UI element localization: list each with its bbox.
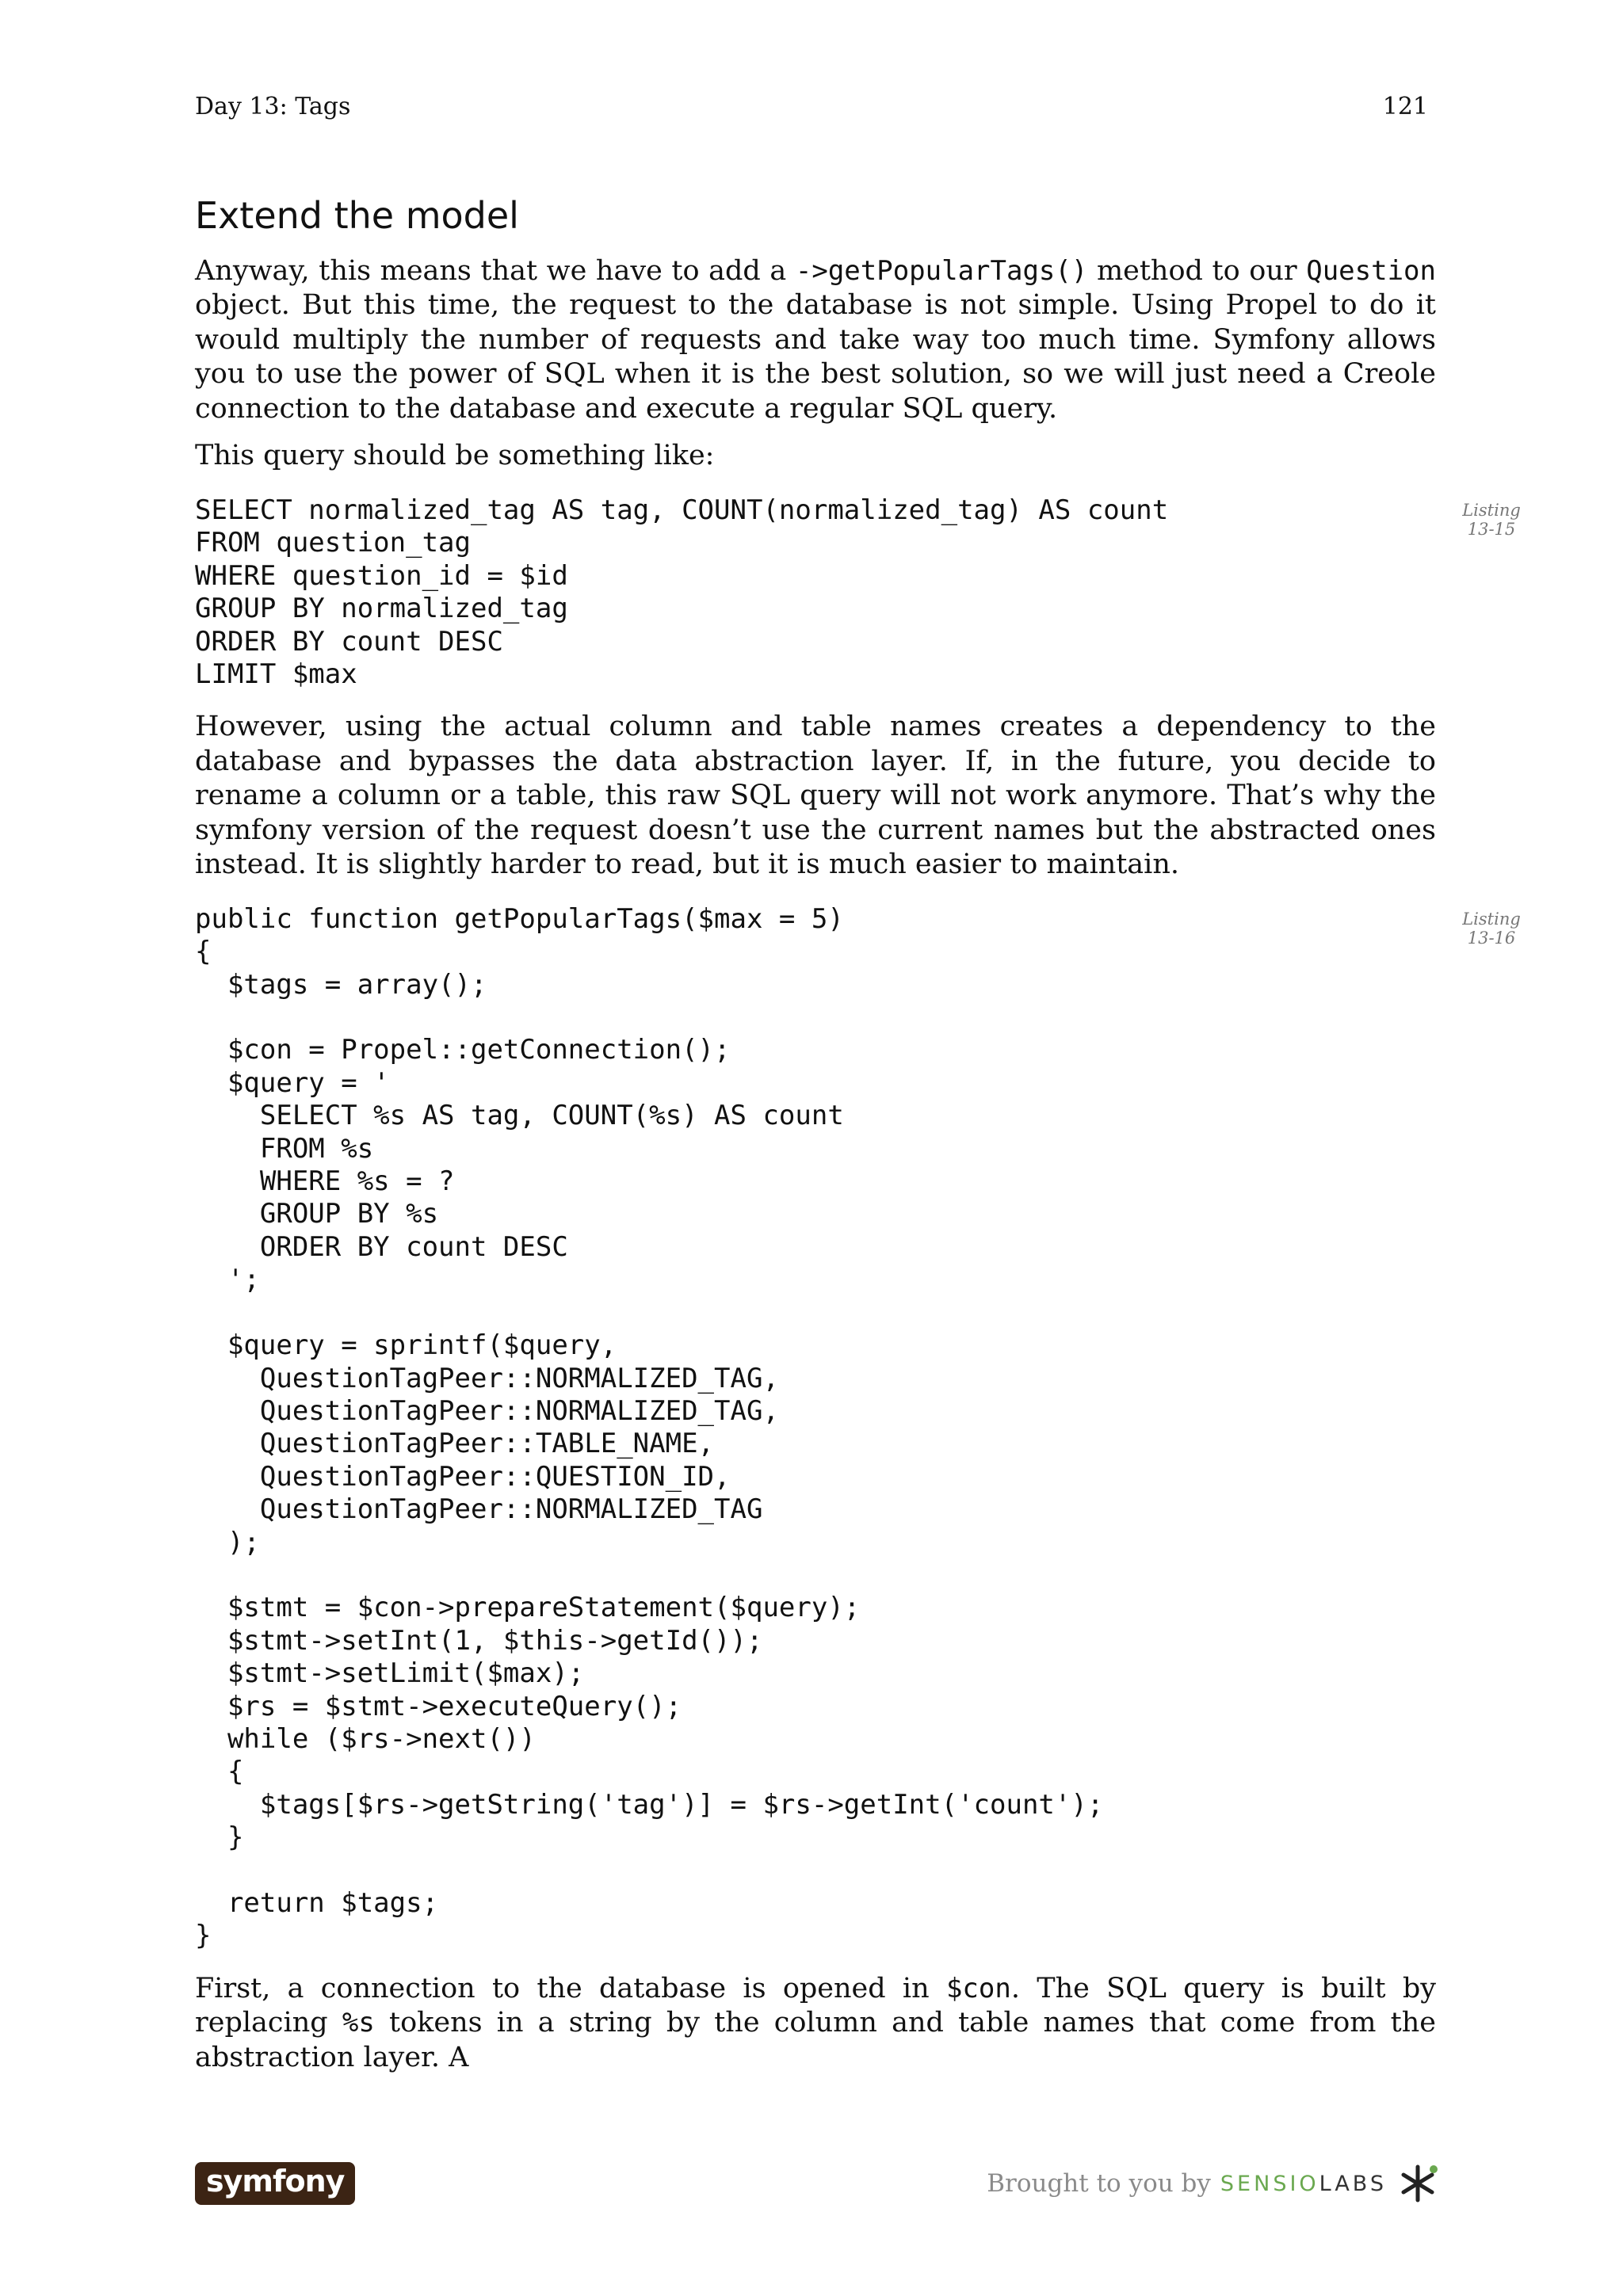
paragraph-text: object. But this time, the request to the database is not simple. Using Propel to do it would multiply the number of requests and take way too much time. Symfony allows you to use the power of SQL when it is the best solution, so we will just need a Creole connection to the database and execute a regular SQL query.: [195, 289, 1436, 425]
sensiolabs-star-icon: [1396, 2162, 1439, 2205]
inline-code-method: ->getPopularTags(): [795, 254, 1088, 287]
inline-code-class: Question: [1306, 254, 1436, 287]
sensiolabs-logo: [1220, 2172, 1387, 2196]
page-footer: [195, 2161, 1439, 2206]
labs-text: LABS: [1319, 2171, 1387, 2196]
code-block: public function getPopularTags($max = 5) { $tags = array(); $con = Propel::getConnection(); $query = ' SELECT %s AS tag, COUNT(%s) AS count FROM %s WHERE %s = ? GROUP BY %s ORDER BY count DESC '; $query = sprintf($query, QuestionTagPeer::NORMALIZED_TAG, QuestionTagPeer::NORMALIZED_TAG, QuestionTagPeer::TABLE_NAME, QuestionTagPeer::QUESTION_ID, QuestionTagPeer::NORMALIZED_TAG ); $stmt = $con->prepareStatement($query); $stmt->setInt(1, $this->getId()); $stmt->setLimit($max); $rs = $stmt->executeQuery(); while ($rs->next()) { $tags[$rs->getString('tag')] = $rs->getInt('count'); } return $tags; }: [195, 902, 1104, 1952]
code-listing-13-15: [195, 494, 1521, 691]
paragraph-text: method to our: [1087, 254, 1307, 287]
code-listing-13-16: [195, 902, 1521, 1953]
section-heading: Extend the model: [195, 194, 519, 237]
paragraph-query-intro: This query should be something like:: [195, 440, 715, 472]
inline-code-token: %s: [342, 2007, 375, 2039]
paragraph-text: First, a connection to the database is opened in: [195, 1972, 946, 2004]
paragraph-explanation: [195, 1972, 1436, 2076]
paragraph-intro: [195, 254, 1436, 427]
page-number: 121: [1382, 93, 1428, 120]
paragraph-abstraction: However, using the actual column and table names creates a dependency to the database and bypasses the data abstraction layer. If, in the future, you decide to rename a column or a table, this raw SQL query will not work anymore. That’s why the symfony version of the request doesn’t use the current names but the abstracted ones instead. It is slightly harder to read, but it is much easier to maintain.: [195, 711, 1436, 881]
inline-code-var: $con: [945, 1972, 1011, 2004]
symfony-logo: symfony: [195, 2162, 355, 2205]
paragraph-text: . The SQL query is built by replacing: [195, 1972, 1436, 2039]
paragraph-text: tokens in a string by the column and table names that come from the abstraction layer. A: [195, 2007, 1436, 2073]
chapter-title: Day 13: Tags: [195, 93, 351, 120]
listing-label-text: Listing 13-16: [1462, 909, 1521, 948]
listing-label-text: Listing 13-15: [1462, 500, 1521, 539]
running-header: [195, 95, 1428, 119]
sponsor-credit: [987, 2162, 1439, 2205]
sensio-text: SENSIO: [1220, 2171, 1319, 2196]
page-content: [195, 194, 1521, 2088]
paragraph-text: Anyway, this means that we have to add a: [195, 254, 796, 287]
listing-label: [1452, 501, 1531, 539]
listing-label: [1452, 910, 1531, 948]
code-block: SELECT normalized_tag AS tag, COUNT(normalized_tag) AS count FROM question_tag WHERE question_id = $id GROUP BY normalized_tag ORDER BY count DESC LIMIT $max: [195, 494, 1169, 690]
brought-by-text: Brought to you by: [987, 2169, 1211, 2198]
